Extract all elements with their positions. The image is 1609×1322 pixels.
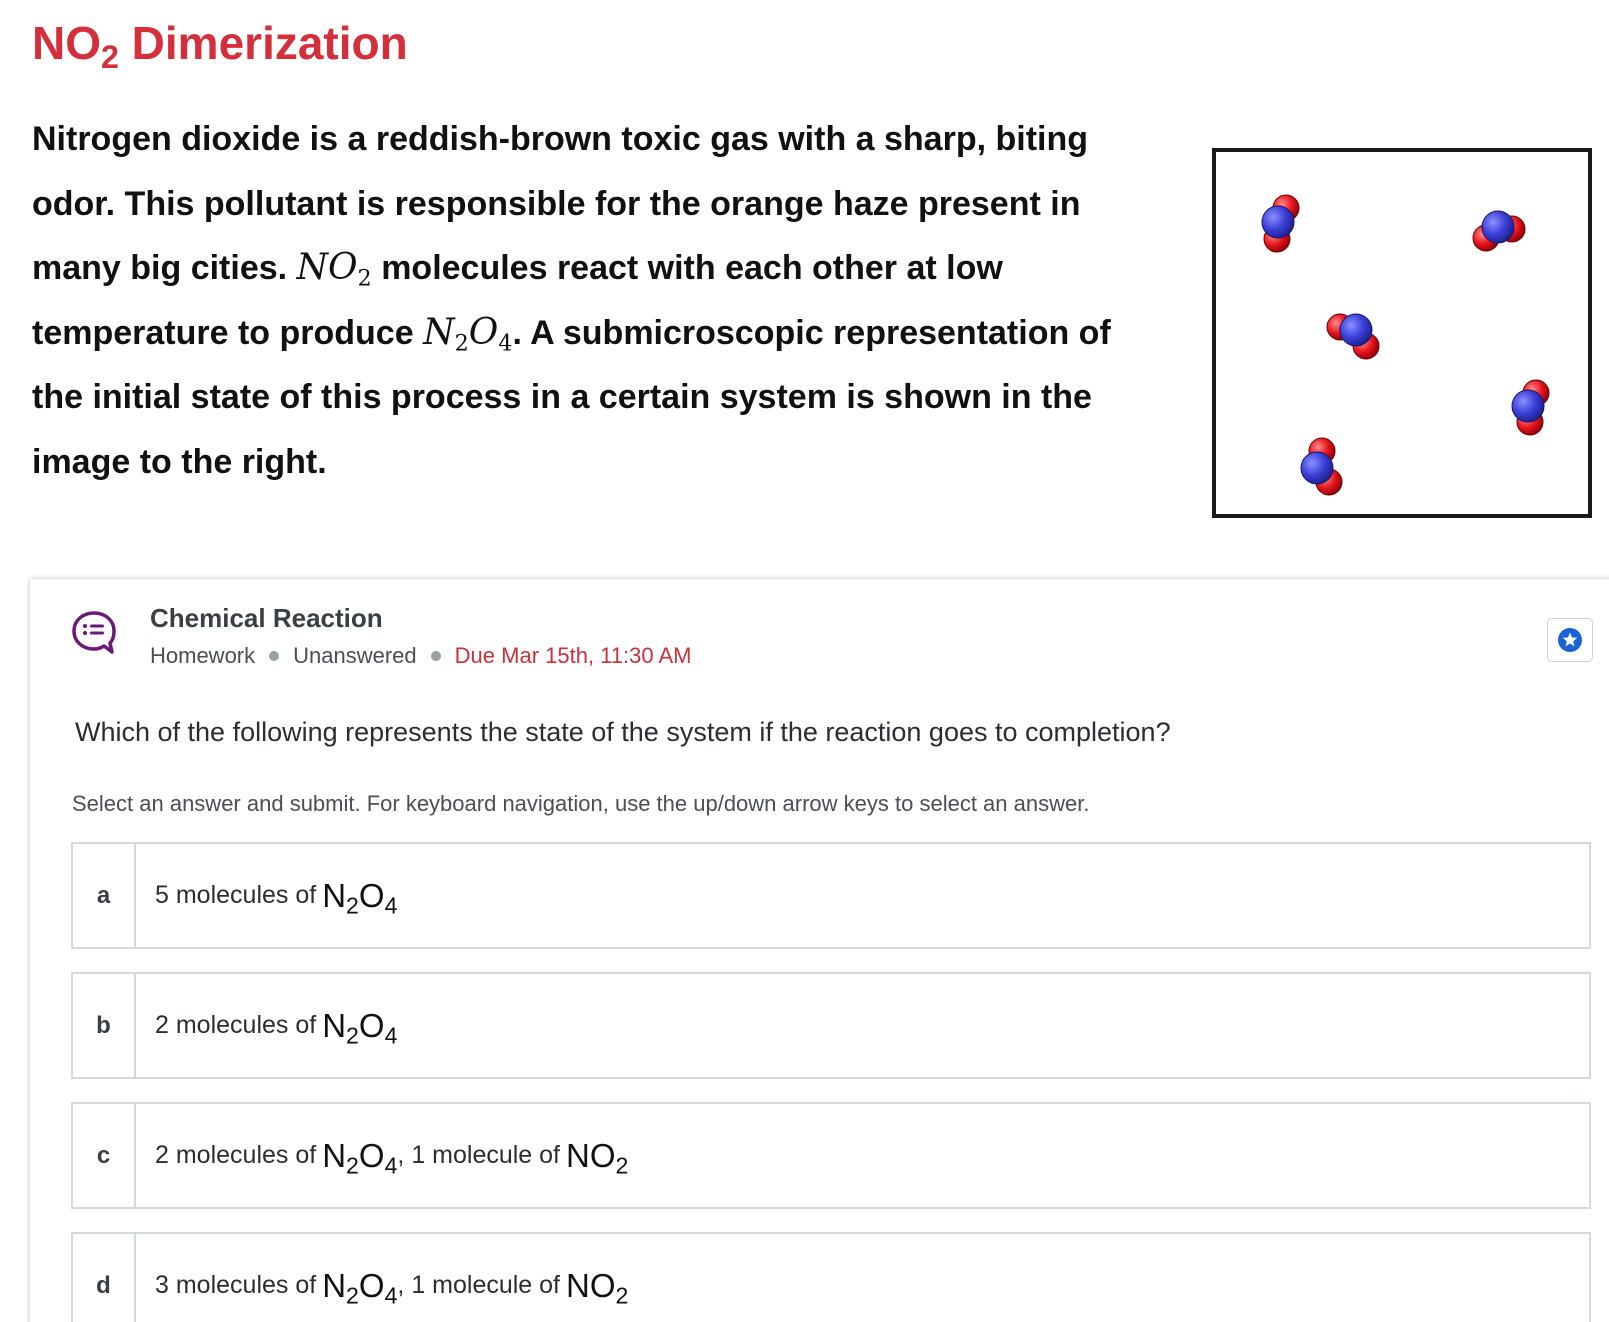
answer-instructions: Select an answer and submit. For keyboard navigation, use the up/down arrow keys to select an answer.	[72, 791, 1090, 816]
option-letter: a	[73, 844, 136, 947]
intro-text-1: Nitrogen dioxide is a reddish-brown toxic gas with a sharp, biting odor. This pollutant is responsible for the orange haze present in many big cities.	[32, 120, 1089, 287]
formula-n2o4: $N_2O_4$	[322, 1006, 398, 1048]
question-meta	[150, 643, 692, 669]
separator-dot	[269, 651, 279, 661]
no2-molecule	[1512, 380, 1549, 435]
title-subscript: 2	[101, 39, 119, 76]
separator-dot	[431, 651, 441, 661]
option-text: 2 molecules of $N_2O_4$	[155, 1006, 398, 1048]
title-text: Dimerization	[118, 17, 408, 69]
option-letter: b	[73, 974, 136, 1077]
molecule-diagram	[1212, 148, 1592, 518]
option-text: 3 molecules of $N_2O_4$ , 1 molecule of $NO_2$	[155, 1266, 629, 1308]
question-type: Homework	[150, 643, 256, 668]
page-title	[32, 14, 408, 76]
intro-paragraph	[32, 107, 1142, 494]
answer-option-c[interactable]	[71, 1102, 1591, 1209]
no2-molecule	[1301, 438, 1342, 495]
question-card	[30, 579, 1609, 1322]
formula-n2o4: $N_2O_4$	[322, 1136, 398, 1178]
option-letter: c	[73, 1104, 136, 1207]
option-text: 2 molecules of $N_2O_4$ , 1 molecule of $NO_2$	[155, 1136, 629, 1178]
question-status: Unanswered	[293, 643, 417, 668]
no2-molecule	[1327, 314, 1379, 359]
answer-option-a[interactable]	[71, 842, 1591, 949]
question-title: Chemical Reaction	[150, 603, 383, 633]
due-date: Due Mar 15th, 11:30 AM	[454, 643, 692, 668]
answer-option-d[interactable]	[71, 1232, 1591, 1322]
no2-molecule	[1262, 195, 1299, 252]
formula-n2o4: $N_2O_4$	[423, 311, 513, 357]
intro-text-2: molecules react with each other at low temperature to produce	[32, 249, 1003, 352]
formula-no2: $NO_2$	[296, 247, 372, 292]
question-text: Which of the following represents the state of the system if the reaction goes to completion?	[75, 717, 1171, 747]
formula-no2: $NO_2$	[566, 1266, 629, 1308]
title-formula: NO	[32, 17, 101, 69]
option-text: 5 molecules of $N_2O_4$	[155, 876, 398, 918]
no2-molecule	[1473, 211, 1525, 251]
question-chat-icon	[70, 609, 118, 657]
answer-option-b[interactable]	[71, 972, 1591, 1079]
molecule-diagram-svg	[1216, 152, 1588, 514]
formula-n2o4: $N_2O_4$	[322, 876, 398, 918]
bookmark-button[interactable]	[1547, 618, 1593, 662]
formula-n2o4: $N_2O_4$	[322, 1266, 398, 1308]
option-letter: d	[73, 1234, 136, 1322]
formula-no2: $NO_2$	[566, 1136, 629, 1178]
star-badge-icon	[1557, 627, 1583, 653]
intro-text-3: . A submicroscopic representation of the initial state of this process in a certain system is shown in the image to the right.	[32, 313, 1111, 481]
